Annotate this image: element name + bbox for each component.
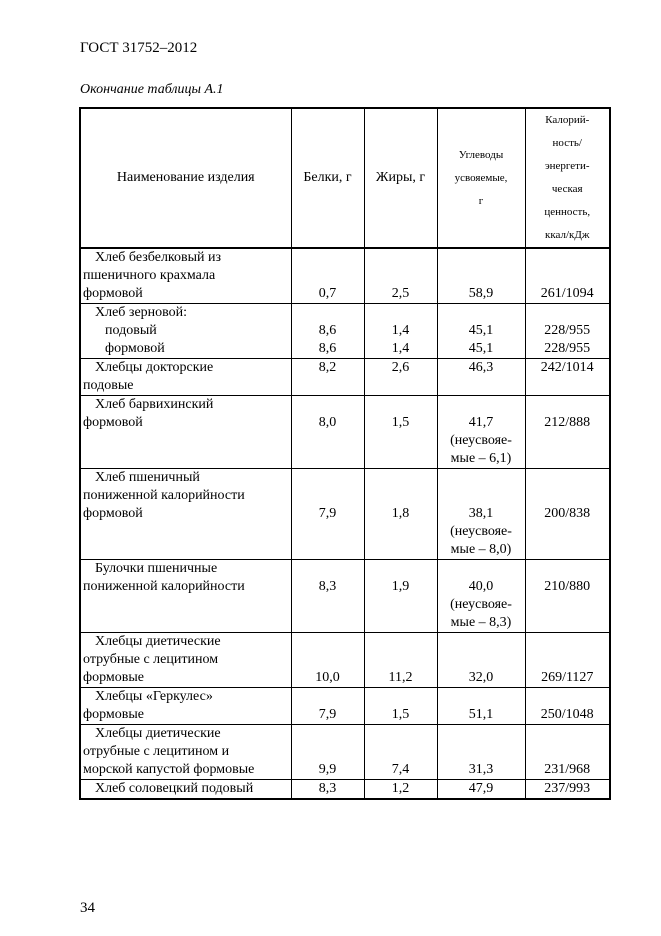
row-energy: 269/1127 (525, 633, 610, 688)
row-protein: 8,2 (291, 359, 364, 396)
row-protein: 7,9 (291, 469, 364, 560)
row-protein: 8,0 (291, 396, 364, 469)
row-energy: 212/888 (525, 396, 610, 469)
table-row (80, 359, 610, 396)
row-fat: 1,8 (364, 469, 437, 560)
row-carbs: 46,3 (437, 359, 525, 396)
table-row (80, 725, 610, 780)
table-row (80, 688, 610, 725)
row-protein: 8,3 (291, 780, 364, 800)
row-name: Хлеб пшеничный пониженной калорийности формовой (80, 469, 291, 560)
row-fat: 2,5 (364, 248, 437, 304)
row-fat: 11,2 (364, 633, 437, 688)
col-header-energy: Калорий- ность/ энергети- ческая ценность, ккал/кДж (525, 108, 610, 248)
row-fat: 1,5 (364, 688, 437, 725)
row-energy: 231/968 (525, 725, 610, 780)
table-row (80, 396, 610, 469)
row-protein: 7,9 (291, 688, 364, 725)
row-carbs: 45,1 45,1 (437, 304, 525, 359)
row-carbs: 32,0 (437, 633, 525, 688)
row-carbs: 40,0 (неусвояе- мые – 8,3) (437, 560, 525, 633)
row-protein: 8,3 (291, 560, 364, 633)
row-name: Хлебцы диетические отрубные с лецитином формовые (80, 633, 291, 688)
table-row (80, 633, 610, 688)
row-carbs: 31,3 (437, 725, 525, 780)
col-header-fat: Жиры, г (364, 108, 437, 248)
row-carbs: 41,7 (неусвояе- мые – 6,1) (437, 396, 525, 469)
table-row (80, 780, 610, 800)
row-name: Хлебцы «Геркулес» формовые (80, 688, 291, 725)
row-energy: 210/880 (525, 560, 610, 633)
table-row (80, 560, 610, 633)
row-name: Хлебцы диетические отрубные с лецитином и морской капустой формовые (80, 725, 291, 780)
row-carbs: 58,9 (437, 248, 525, 304)
row-name: Хлеб зерновой: подовый формовой (80, 304, 291, 359)
row-energy: 200/838 (525, 469, 610, 560)
row-name: Хлебцы докторские подовые (80, 359, 291, 396)
table-row (80, 469, 610, 560)
row-energy: 242/1014 (525, 359, 610, 396)
table-row (80, 248, 610, 304)
row-name: Булочки пшеничные пониженной калорийности (80, 560, 291, 633)
col-header-name: Наименование изделия (80, 108, 291, 248)
row-fat: 1,9 (364, 560, 437, 633)
nutrition-table (79, 107, 611, 800)
row-energy: 237/993 (525, 780, 610, 800)
row-protein: 0,7 (291, 248, 364, 304)
row-carbs: 51,1 (437, 688, 525, 725)
row-energy: 261/1094 (525, 248, 610, 304)
row-energy: 250/1048 (525, 688, 610, 725)
col-header-protein: Белки, г (291, 108, 364, 248)
row-name: Хлеб безбелковый из пшеничного крахмала формовой (80, 248, 291, 304)
row-fat: 1,2 (364, 780, 437, 800)
table-row (80, 304, 610, 359)
row-fat: 2,6 (364, 359, 437, 396)
row-protein: 10,0 (291, 633, 364, 688)
table-continuation-caption: Окончание таблицы А.1 (80, 82, 224, 97)
row-name: Хлеб соловецкий подовый (80, 780, 291, 800)
row-protein: 8,6 8,6 (291, 304, 364, 359)
row-protein: 9,9 (291, 725, 364, 780)
row-fat: 1,4 1,4 (364, 304, 437, 359)
row-fat: 1,5 (364, 396, 437, 469)
row-name: Хлеб барвихинский формовой (80, 396, 291, 469)
row-carbs: 47,9 (437, 780, 525, 800)
col-header-carbs: Углеводы усвояемые, г (437, 108, 525, 248)
row-fat: 7,4 (364, 725, 437, 780)
row-carbs: 38,1 (неусвояе- мые – 8,0) (437, 469, 525, 560)
row-energy: 228/955 228/955 (525, 304, 610, 359)
standard-code: ГОСТ 31752–2012 (80, 40, 198, 56)
page-number: 34 (80, 900, 95, 916)
